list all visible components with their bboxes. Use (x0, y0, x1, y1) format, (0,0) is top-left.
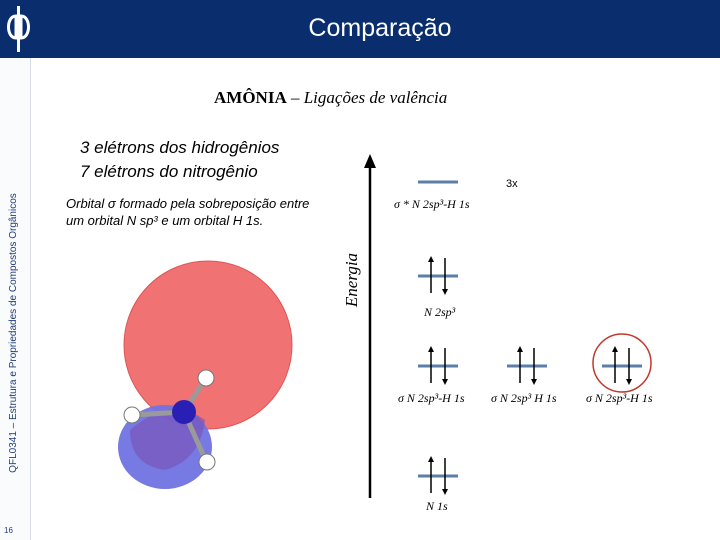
orbital-note: Orbital σ formado pela sobreposição entre um orbital N sp³ e um orbital H 1s. (66, 196, 310, 228)
slide-title: Comparação (308, 14, 452, 42)
intro-line-nitrogen: 7 elétrons do nitrogênio (80, 162, 258, 181)
bonding-label-2: σ N 2sp³ H 1s (491, 391, 557, 405)
energy-axis-label: Energia (342, 252, 361, 308)
page-number: 16 (4, 526, 13, 535)
bonding-level-2 (507, 346, 547, 385)
sigma-orbital-image (118, 261, 292, 489)
intro-line-hydrogen: 3 elétrons dos hidrogênios (80, 138, 280, 157)
hydrogen-atom (198, 370, 214, 386)
bonding-level-3 (593, 334, 651, 392)
antibonding-label: σ * N 2sp³-H 1s (394, 197, 470, 211)
nitrogen-atom (172, 400, 196, 424)
multiplicity-label: 3x (506, 178, 518, 190)
bonding-label-3: σ N 2sp³-H 1s (586, 391, 653, 405)
subtitle-rest: – Ligações de valência (286, 88, 448, 107)
bonding-level-1 (418, 346, 458, 385)
energy-arrow-head (364, 154, 376, 168)
hydrogen-atom (124, 407, 140, 423)
bonding-label-1: σ N 2sp³-H 1s (398, 391, 465, 405)
highlight-circle (593, 334, 651, 392)
lone-pair-label: N 2sp³ (424, 305, 456, 319)
nitrogen-sp3-lobe (124, 261, 292, 429)
core-level (418, 456, 458, 495)
subtitle-bold: AMÔNIA (214, 88, 287, 107)
core-label: N 1s (426, 499, 448, 513)
hydrogen-atom (199, 454, 215, 470)
lone-pair-level (418, 256, 458, 295)
course-name: QFL0341 – Estrutura e Propriedades de Compostos Orgânicos (8, 193, 19, 473)
energy-axis (364, 154, 376, 498)
